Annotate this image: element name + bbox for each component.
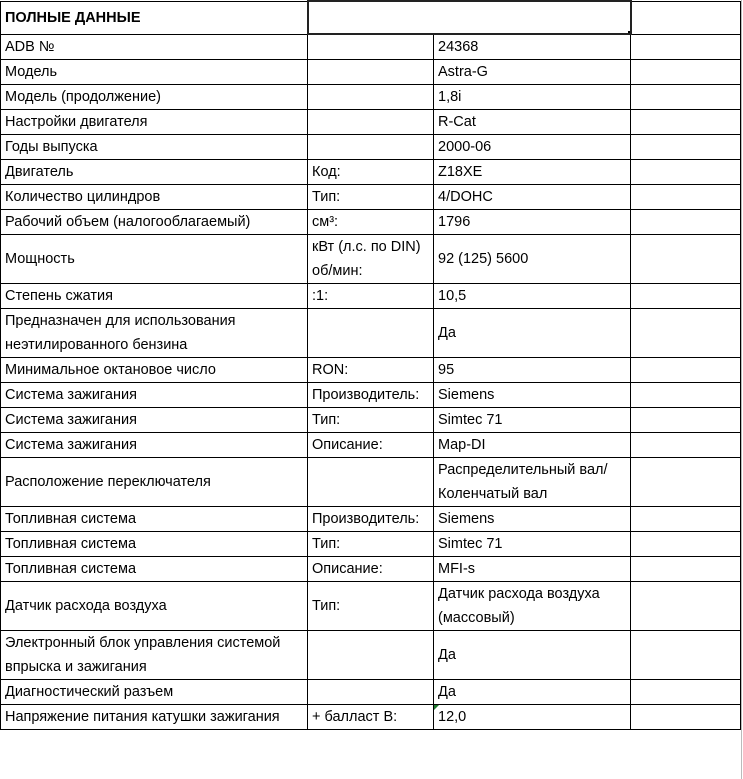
label-cell[interactable]: Система зажигания [1, 383, 308, 408]
header-row [1, 1, 741, 34]
unit-cell[interactable]: Производитель: [308, 507, 434, 532]
value-cell[interactable]: Z18XE [434, 160, 631, 185]
value-cell[interactable]: 10,5 [434, 284, 631, 309]
value-cell[interactable]: 24368 [434, 34, 631, 60]
selected-merged-cell[interactable] [308, 1, 631, 34]
label-cell[interactable]: Система зажигания [1, 408, 308, 433]
value-cell[interactable]: Датчик расхода воздуха (массовый) [434, 582, 631, 631]
table-row [1, 358, 741, 383]
value-cell[interactable]: 1,8i [434, 85, 631, 110]
header-title-cell[interactable]: ПОЛНЫЕ ДАННЫЕ [1, 1, 308, 34]
unit-cell[interactable]: Описание: [308, 433, 434, 458]
empty-cell[interactable] [631, 309, 741, 358]
label-cell[interactable]: Рабочий объем (налогооблагаемый) [1, 210, 308, 235]
label-cell[interactable]: Топливная система [1, 507, 308, 532]
table-row [1, 582, 741, 631]
value-cell[interactable]: Simtec 71 [434, 532, 631, 557]
value-cell[interactable]: Simtec 71 [434, 408, 631, 433]
table-row [1, 705, 741, 730]
empty-cell[interactable] [631, 1, 741, 34]
label-cell[interactable]: Система зажигания [1, 433, 308, 458]
label-cell[interactable]: Настройки двигателя [1, 110, 308, 135]
unit-cell[interactable]: Производитель: [308, 383, 434, 408]
table-row [1, 284, 741, 309]
unit-cell[interactable]: Тип: [308, 185, 434, 210]
value-cell[interactable]: 4/DOHC [434, 185, 631, 210]
label-cell[interactable]: Модель (продолжение) [1, 85, 308, 110]
unit-cell[interactable] [308, 680, 434, 705]
label-cell[interactable]: Электронный блок управления системой впрыска и зажигания [1, 631, 308, 680]
unit-cell[interactable]: Тип: [308, 532, 434, 557]
grid-line [741, 0, 742, 779]
unit-cell[interactable]: см³: [308, 210, 434, 235]
empty-cell[interactable] [631, 557, 741, 582]
table-row [1, 383, 741, 408]
empty-cell[interactable] [631, 358, 741, 383]
value-cell[interactable]: MFI-s [434, 557, 631, 582]
unit-cell[interactable]: :1: [308, 284, 434, 309]
label-cell[interactable]: ADB № [1, 34, 308, 60]
table-row [1, 433, 741, 458]
label-cell[interactable]: Минимальное октановое число [1, 358, 308, 383]
table-row [1, 458, 741, 507]
value-cell[interactable]: 1796 [434, 210, 631, 235]
unit-cell[interactable]: + балласт В: [308, 705, 434, 730]
empty-cell[interactable] [631, 433, 741, 458]
empty-cell[interactable] [631, 507, 741, 532]
unit-cell[interactable] [308, 135, 434, 160]
label-cell[interactable]: Годы выпуска [1, 135, 308, 160]
empty-cell[interactable] [631, 408, 741, 433]
empty-cell[interactable] [631, 85, 741, 110]
table-row [1, 507, 741, 532]
empty-cell[interactable] [631, 135, 741, 160]
value-cell[interactable]: Да [434, 631, 631, 680]
table-row [1, 135, 741, 160]
empty-cell[interactable] [631, 235, 741, 284]
table-row [1, 631, 741, 680]
table-row [1, 185, 741, 210]
empty-cell[interactable] [631, 34, 741, 60]
unit-cell[interactable] [308, 85, 434, 110]
empty-cell[interactable] [631, 582, 741, 631]
unit-cell[interactable]: кВт (л.с. по DIN) об/мин: [308, 235, 434, 284]
unit-cell[interactable] [308, 458, 434, 507]
label-cell[interactable]: Степень сжатия [1, 284, 308, 309]
value-cell[interactable]: Да [434, 309, 631, 358]
value-cell[interactable]: R-Cat [434, 110, 631, 135]
empty-cell[interactable] [631, 631, 741, 680]
unit-cell[interactable]: Код: [308, 160, 434, 185]
label-cell[interactable]: Предназначен для использования неэтилированного бензина [1, 309, 308, 358]
value-cell[interactable]: Распределительный вал/ Коленчатый вал [434, 458, 631, 507]
table-row [1, 557, 741, 582]
table-row [1, 160, 741, 185]
label-cell[interactable]: Двигатель [1, 160, 308, 185]
empty-cell[interactable] [631, 60, 741, 85]
label-cell[interactable]: Напряжение питания катушки зажигания [1, 705, 308, 730]
empty-cell[interactable] [631, 680, 741, 705]
table-row [1, 210, 741, 235]
unit-cell[interactable]: Тип: [308, 408, 434, 433]
value-cell[interactable]: 92 (125) 5600 [434, 235, 631, 284]
empty-cell[interactable] [631, 458, 741, 507]
empty-cell[interactable] [631, 383, 741, 408]
table-row [1, 85, 741, 110]
empty-cell[interactable] [631, 160, 741, 185]
table-row [1, 309, 741, 358]
table-row [1, 60, 741, 85]
label-cell[interactable]: Количество цилиндров [1, 185, 308, 210]
value-cell[interactable]: Siemens [434, 507, 631, 532]
table-row [1, 408, 741, 433]
value-cell[interactable]: Siemens [434, 383, 631, 408]
table-row [1, 680, 741, 705]
empty-cell[interactable] [631, 284, 741, 309]
table-row [1, 235, 741, 284]
unit-cell[interactable]: RON: [308, 358, 434, 383]
table-row [1, 110, 741, 135]
value-cell[interactable]: Map-DI [434, 433, 631, 458]
table-row [1, 34, 741, 60]
empty-cell[interactable] [631, 210, 741, 235]
empty-cell[interactable] [631, 185, 741, 210]
value-cell[interactable]: Да [434, 680, 631, 705]
table-row [1, 532, 741, 557]
empty-cell[interactable] [631, 705, 741, 730]
unit-cell[interactable] [308, 34, 434, 60]
label-cell[interactable]: Расположение переключателя [1, 458, 308, 507]
unit-cell[interactable] [308, 631, 434, 680]
value-cell[interactable]: 95 [434, 358, 631, 383]
label-cell[interactable]: Диагностический разъем [1, 680, 308, 705]
value-cell[interactable]: 2000-06 [434, 135, 631, 160]
value-cell[interactable]: Astra-G [434, 60, 631, 85]
label-cell[interactable]: Топливная система [1, 557, 308, 582]
unit-cell[interactable] [308, 110, 434, 135]
label-cell[interactable]: Модель [1, 60, 308, 85]
label-cell[interactable]: Топливная система [1, 532, 308, 557]
empty-cell[interactable] [631, 532, 741, 557]
value-cell[interactable]: 12,0 [434, 705, 631, 730]
label-cell[interactable]: Датчик расхода воздуха [1, 582, 308, 631]
unit-cell[interactable]: Описание: [308, 557, 434, 582]
label-cell[interactable]: Мощность [1, 235, 308, 284]
unit-cell[interactable]: Тип: [308, 582, 434, 631]
empty-cell[interactable] [631, 110, 741, 135]
unit-cell[interactable] [308, 309, 434, 358]
unit-cell[interactable] [308, 60, 434, 85]
